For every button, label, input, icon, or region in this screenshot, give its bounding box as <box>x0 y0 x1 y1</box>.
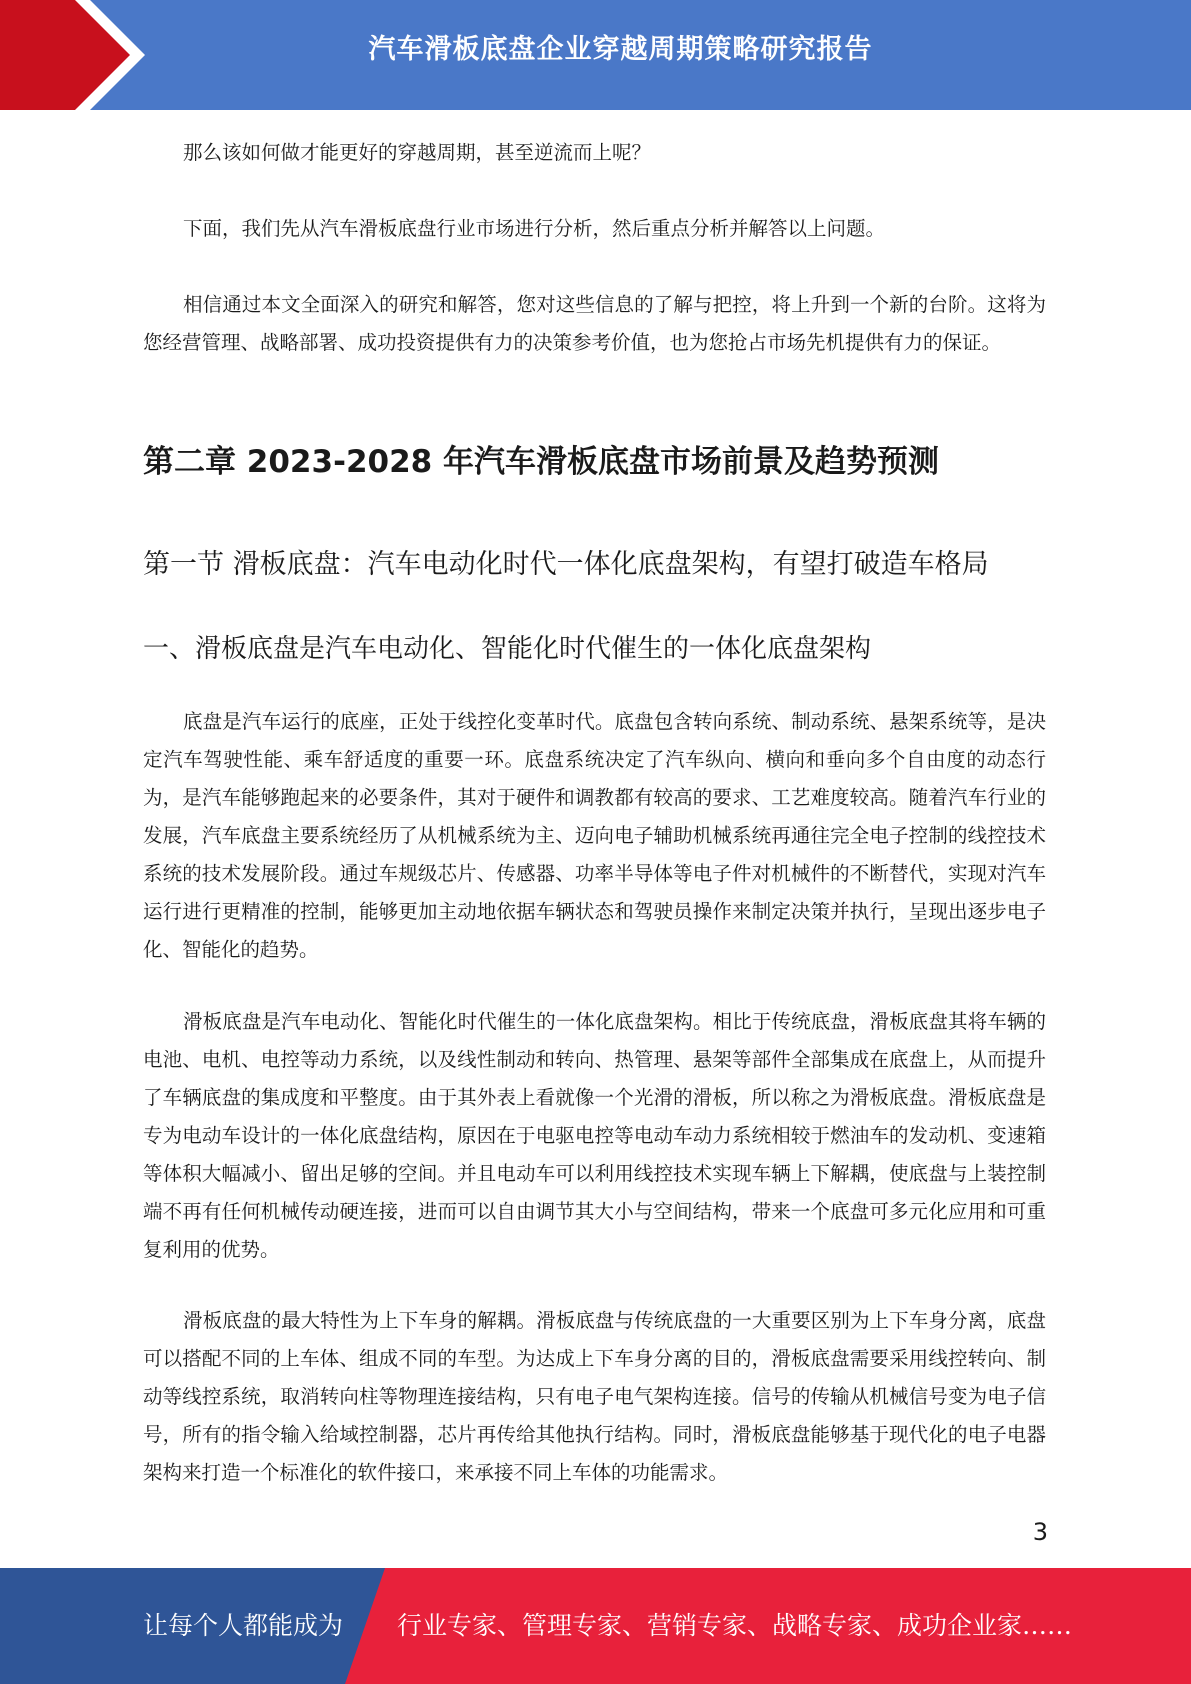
footer-slogan-right: 行业专家、管理专家、营销专家、战略专家、成功企业家…… <box>397 1611 1073 1640</box>
page-number: 3 <box>1032 1518 1048 1546</box>
chapter-heading: 第二章 2023-2028 年汽车滑板底盘市场前景及趋势预测 <box>143 444 940 480</box>
page-footer <box>0 1568 1191 1684</box>
footer-slogan-left: 让每个人都能成为 <box>143 1611 344 1640</box>
subsection-heading: 一、滑板底盘是汽车电动化、智能化时代催生的一体化底盘架构 <box>143 634 872 664</box>
page-header <box>0 0 1191 110</box>
intro-paragraph-1: 那么该如何做才能更好的穿越周期，甚至逆流而上呢？ <box>183 141 652 164</box>
section-heading: 第一节 滑板底盘：汽车电动化时代一体化底盘架构，有望打破造车格局 <box>143 549 989 580</box>
body-paragraph-1: 底盘是汽车运行的底座，正处于线控化变革时代。底盘包含转向系统、制动系统、悬架系统等，是决定汽车驾驶性能、乘车舒适度的重要一环。底盘系统决定了汽车纵向、横向和垂向多个自由度的动态行为，是汽车能够跑起来的必要条件，其对于硬件和调教都有较高的要求、工艺难度较高。随着汽车行业的发展，汽车底盘主要系统经历了从机械系统为主、迈向电子辅助机械系统再通往完全电子控制的线控技术系统的技术发展阶段。通过车规级芯片、传感器、功率半导体等电子件对机械件的不断替代，实现对汽车运行进行更精准的控制，能够更加主动地依据车辆状态和驾驶员操作来制定决策并执行，呈现出逐步电子化、智能化的趋势。 <box>143 710 1046 961</box>
body-paragraph-2: 滑板底盘是汽车电动化、智能化时代催生的一体化底盘架构。相比于传统底盘，滑板底盘其将车辆的电池、电机、电控等动力系统，以及线性制动和转向、热管理、悬架等部件全部集成在底盘上，从而提升了车辆底盘的集成度和平整度。由于其外表上看就像一个光滑的滑板，所以称之为滑板底盘。滑板底盘是专为电动车设计的一体化底盘结构，原因在于电驱电控等电动车动力系统相较于燃油车的发动机、变速箱等体积大幅减小、留出足够的空间。并且电动车可以利用线控技术实现车辆上下解耦，使底盘与上装控制端不再有任何机械传动硬连接，进而可以自由调节其大小与空间结构，带来一个底盘可多元化应用和可重复利用的优势。 <box>143 1010 1046 1261</box>
intro-paragraph-3: 相信通过本文全面深入的研究和解答，您对这些信息的了解与把控，将上升到一个新的台阶。这将为您经营管理、战略部署、成功投资提供有力的决策参考价值，也为您抢占市场先机提供有力的保证。 <box>143 293 1046 354</box>
header-title: 汽车滑板底盘企业穿越周期策略研究报告 <box>368 34 873 65</box>
body-paragraph-3: 滑板底盘的最大特性为上下车身的解耦。滑板底盘与传统底盘的一大重要区别为上下车身分离，底盘可以搭配不同的上车体、组成不同的车型。为达成上下车身分离的目的，滑板底盘需要采用线控转向、制动等线控系统，取消转向柱等物理连接结构，只有电子电气架构连接。信号的传输从机械信号变为电子信号，所有的指令输入给域控制器，芯片再传给其他执行结构。同时，滑板底盘能够基于现代化的电子电器架构来打造一个标准化的软件接口，来承接不同上车体的功能需求。 <box>143 1309 1046 1484</box>
intro-paragraph-2: 下面，我们先从汽车滑板底盘行业市场进行分析，然后重点分析并解答以上问题。 <box>183 217 886 240</box>
